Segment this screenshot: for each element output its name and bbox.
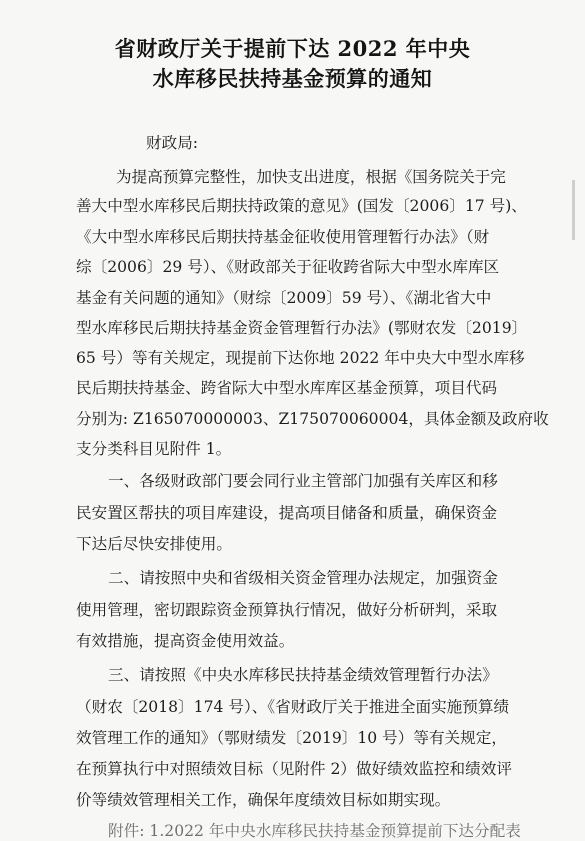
- body-line: 有效措施，提高资金使用效益。: [76, 632, 295, 650]
- body-line: 基金有关问题的通知》（财综〔2009〕59 号）、《湖北省大中: [76, 289, 492, 307]
- body-line: 效管理工作的通知》（鄂财绩发〔2019〕10 号）等有关规定，: [76, 729, 507, 747]
- body-line: 使用管理，密切跟踪资金预算执行情况，做好分析研判，采取: [76, 601, 498, 619]
- body-line: 民安置区帮扶的项目库建设，提高项目储备和质量，确保资金: [76, 504, 498, 522]
- body-line: 民后期扶持基金、跨省际大中型水库库区基金预算，项目代码: [76, 379, 498, 397]
- body-line: 支分类科目见附件 1。: [76, 440, 232, 458]
- body-line: 《大中型水库移民后期扶持基金征收使用管理暂行办法》（财: [76, 228, 490, 246]
- document-title-line-2: 水库移民扶持基金预算的通知: [152, 66, 433, 91]
- body-line: 价等绩效管理相关工作，确保年度绩效目标如期实现。: [76, 791, 451, 809]
- body-line: 型水库移民后期扶持基金资金管理暂行办法》(鄂财农发〔2019〕: [76, 319, 528, 337]
- body-line: 下达后尽快安排使用。: [76, 535, 232, 553]
- body-line: 善大中型水库移民后期扶持政策的意见》(国发〔2006〕17 号)、: [76, 197, 527, 215]
- attachment-line: 附件: 1.2022 年中央水库移民扶持基金预算提前下达分配表: [108, 822, 521, 840]
- body-line: 一、各级财政部门要会同行业主管部门加强有关库区和移: [108, 472, 498, 490]
- body-line: 综〔2006〕29 号）、《财政部关于征收跨省际大中型水库库区: [76, 258, 500, 276]
- document-title-line-1: 省财政厅关于提前下达 2022 年中央: [114, 36, 471, 61]
- salutation: 财政局:: [146, 134, 199, 152]
- body-line: 二、请按照中央和省级相关资金管理办法规定，加强资金: [108, 569, 498, 587]
- scan-edge-mark: [572, 180, 575, 240]
- body-line: 分别为: Z165070000003、Z175070060004，具体金额及政府收: [76, 410, 549, 428]
- body-line: 65 号）等有关规定，现提前下达你地 2022 年中央大中型水库移: [76, 349, 525, 367]
- body-line: 为提高预算完整性，加快支出进度，根据《国务院关于完: [116, 168, 506, 186]
- body-line: 在预算执行中对照绩效目标（见附件 2）做好绩效监控和绩效评: [76, 760, 512, 778]
- body-line: （财农〔2018〕174 号）、《省财政厅关于推进全面实施预算绩: [76, 698, 510, 716]
- body-line: 三、请按照《中央水库移民扶持基金绩效管理暂行办法》: [108, 666, 498, 684]
